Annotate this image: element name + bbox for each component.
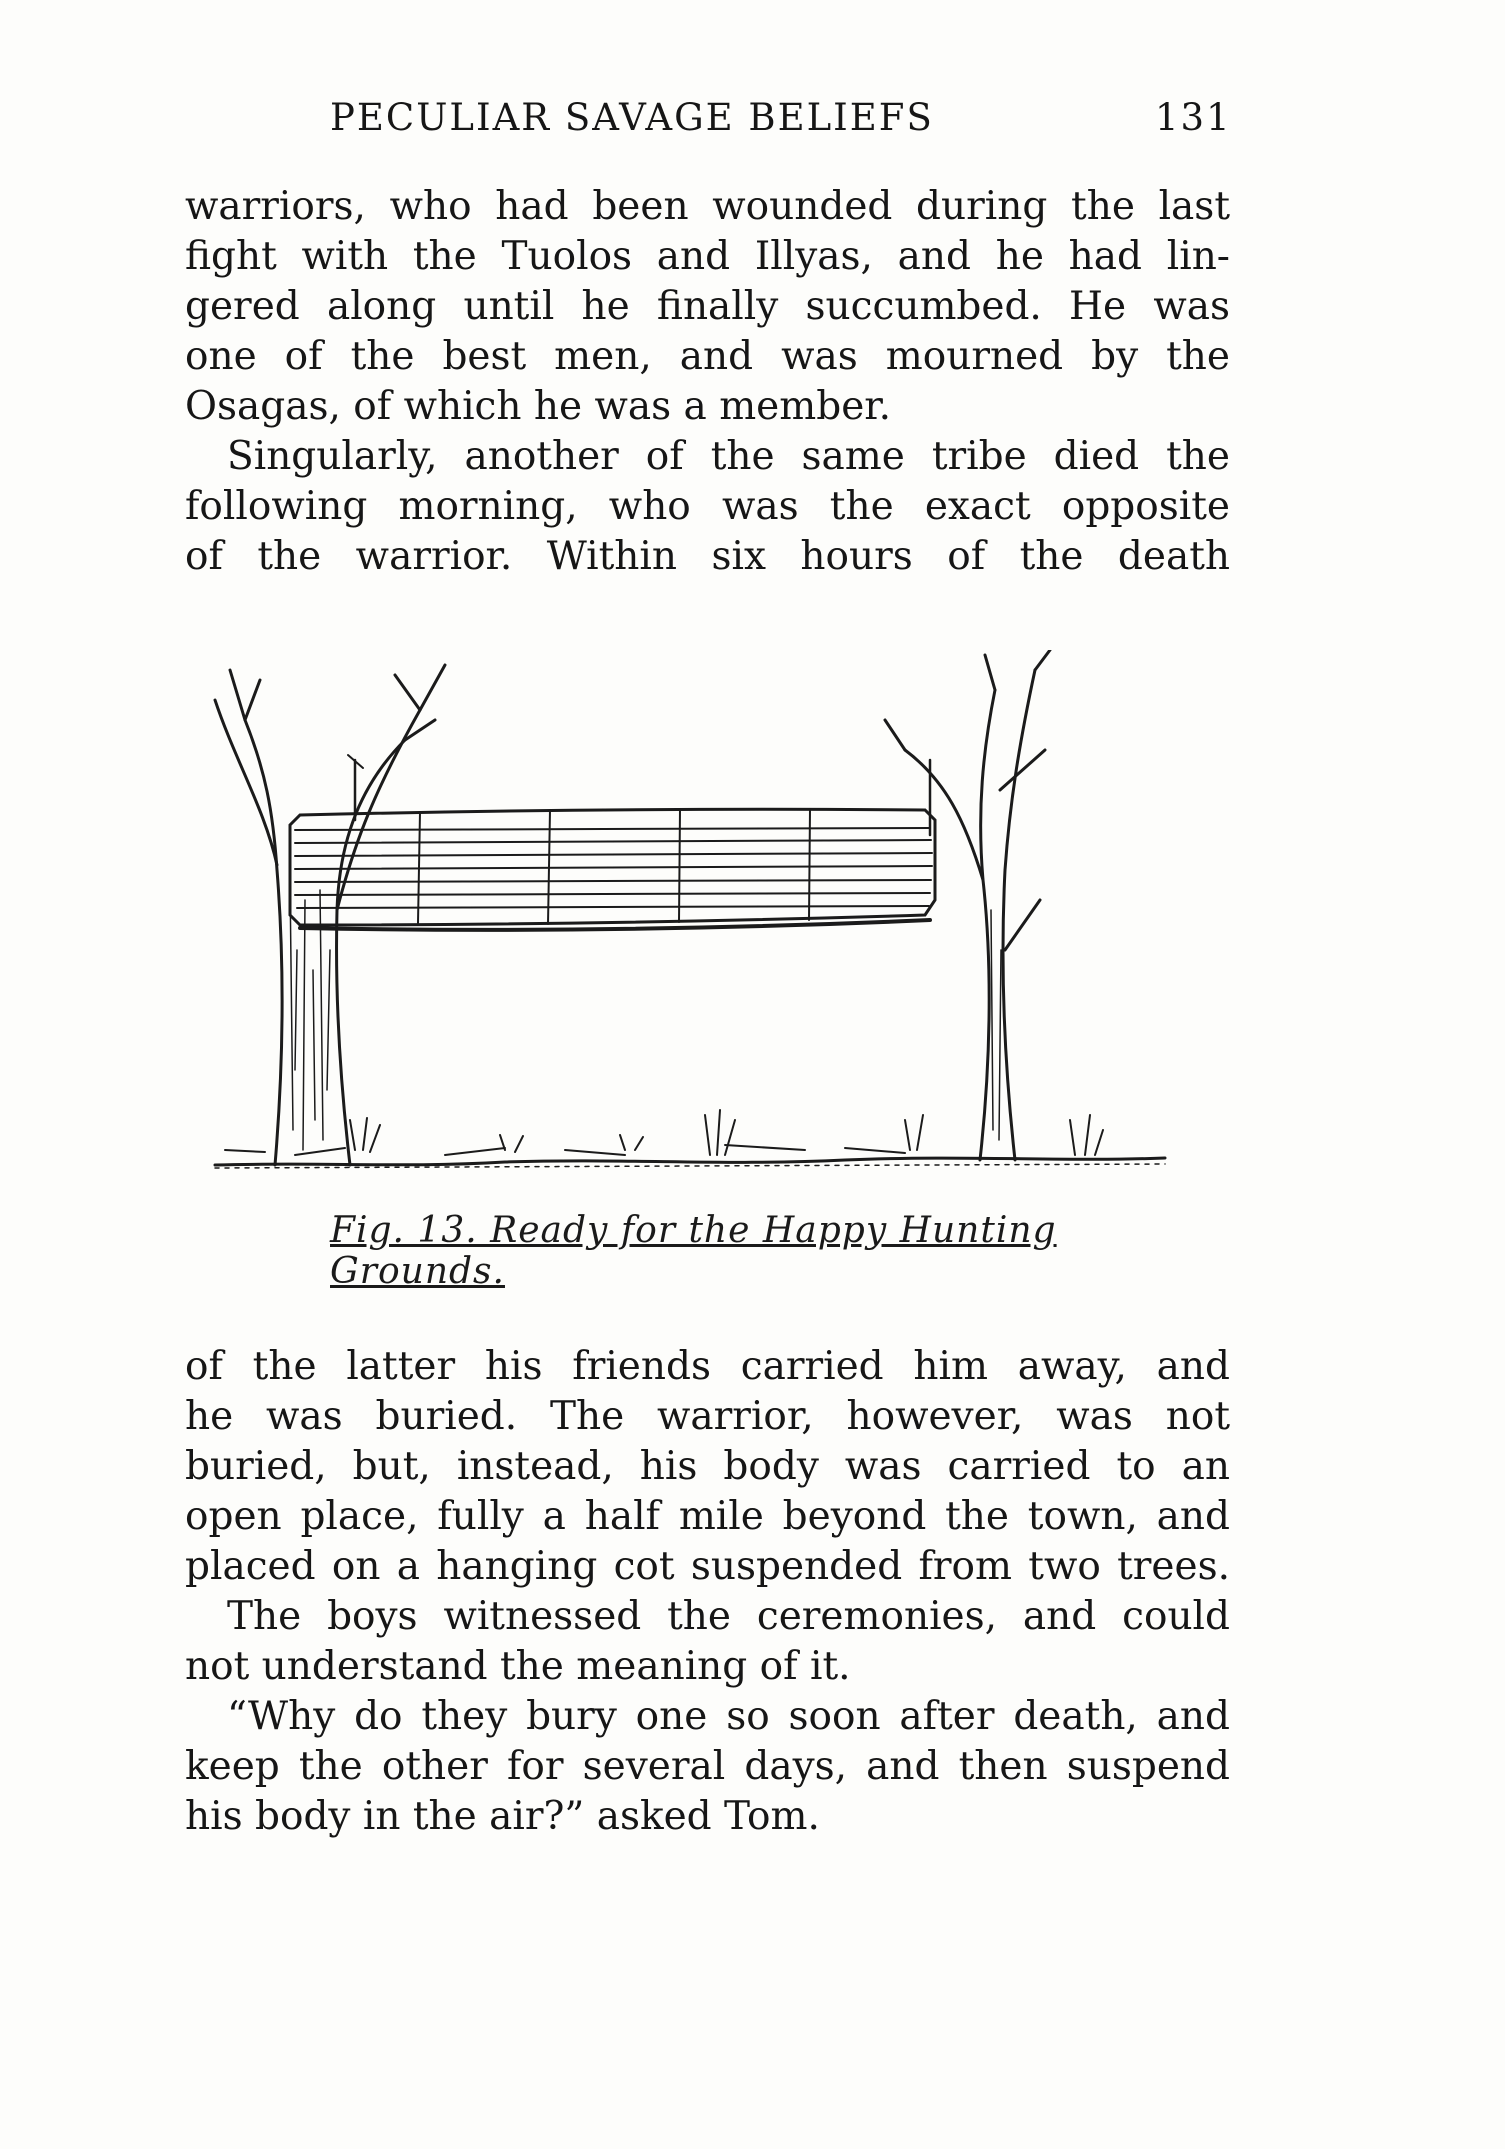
- text-line: his body in the air?” asked Tom.: [185, 1794, 820, 1839]
- text-line: placed on a hanging cot suspended from two trees.: [185, 1544, 1230, 1589]
- hanging-cot-drawing: [205, 650, 1205, 1220]
- text-line: “Why do they bury one so soon after death, and: [227, 1694, 1230, 1739]
- running-head: [330, 96, 1230, 156]
- ground-line: [215, 1158, 1165, 1165]
- text-line: one of the best men, and was mourned by the: [185, 334, 1230, 379]
- running-head-title: PECULIAR SAVAGE BELIEFS: [330, 96, 934, 139]
- text-line: keep the other for several days, and then suspend: [185, 1744, 1230, 1789]
- page-number: 131: [1155, 96, 1232, 139]
- text-line: open place, fully a half mile beyond the town, and: [185, 1494, 1230, 1539]
- text-line: warriors, who had been wounded during the last: [185, 184, 1230, 229]
- text-line: buried, but, instead, his body was carried to an: [185, 1444, 1230, 1489]
- text-line: of the warrior. Within six hours of the death: [185, 534, 1230, 579]
- text-line: gered along until he finally succumbed. He was: [185, 284, 1230, 329]
- hanging-cot: [290, 809, 935, 930]
- figure-caption: Fig. 13. Ready for the Happy Hunting Grounds.: [330, 1210, 1057, 1292]
- right-tree: [885, 650, 1050, 1160]
- grass: [350, 1110, 1103, 1155]
- text-line: Singularly, another of the same tribe died the: [227, 434, 1230, 479]
- text-line: The boys witnessed the ceremonies, and could: [227, 1594, 1230, 1639]
- text-block-bottom: [185, 1342, 1230, 1842]
- text-line: fight with the Tuolos and Illyas, and he had lin-: [185, 234, 1230, 279]
- text-line: following morning, who was the exact opposite: [185, 484, 1230, 529]
- text-block-top: [185, 182, 1230, 582]
- illustration-hanging-cot: [205, 650, 1205, 1220]
- text-line: not understand the meaning of it.: [185, 1644, 851, 1689]
- text-line: he was buried. The warrior, however, was not: [185, 1394, 1230, 1439]
- text-line: of the latter his friends carried him away, and: [185, 1344, 1230, 1389]
- text-line: Osagas, of which he was a member.: [185, 384, 892, 429]
- left-tree: [215, 665, 445, 1165]
